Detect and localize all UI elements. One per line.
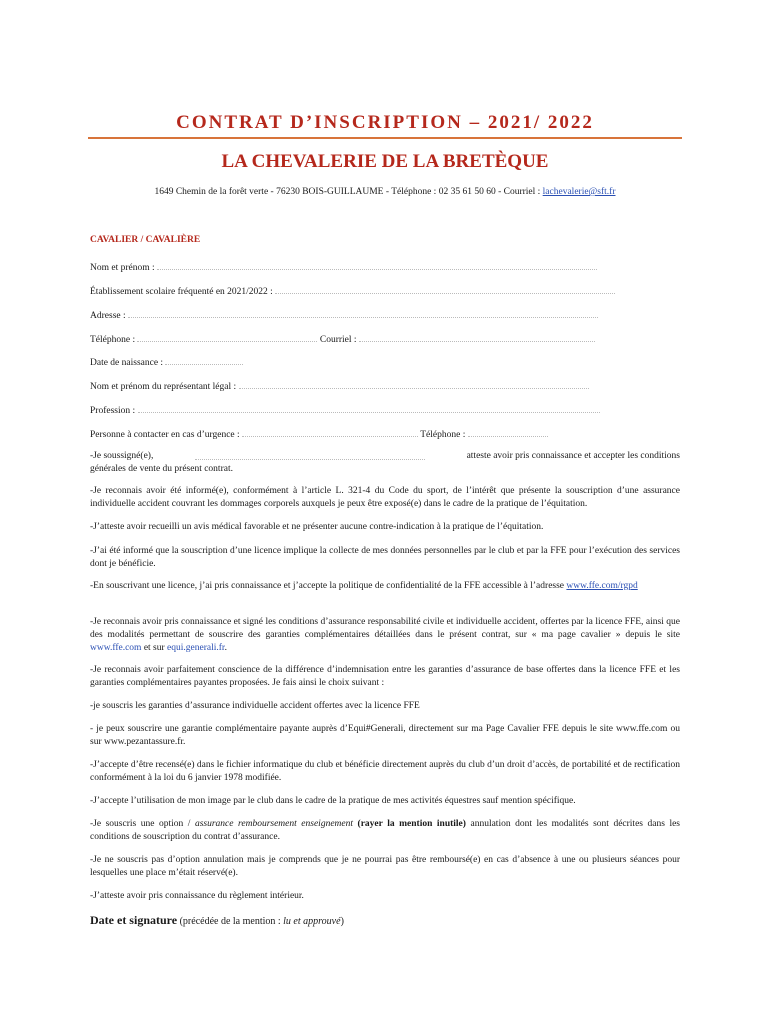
paragraph-garantie-complementaire: - je peux souscrire une garantie complémentaire payante auprès d’Equi#Generali, directement sur ma Page Cavalier FFE depuis le site www.ffe.com ou sur www.pezantassure.fr. [90, 724, 680, 747]
para-text: -Je souscris une option / [90, 819, 195, 829]
fill-line[interactable] [195, 450, 425, 460]
club-address [0, 187, 770, 197]
paragraph-reglement: -J’atteste avoir pris connaissance du règlement intérieur. [90, 891, 304, 901]
address-text: 1649 Chemin de la forêt verte - 76230 BOIS-GUILLAUME - Téléphone : 02 35 61 50 60 - Courriel : [154, 187, 543, 197]
paragraph-garanties-base: -je souscris les garanties d’assurance individuelle accident offertes avec la licence FFE [90, 701, 420, 711]
paragraph-assurance-info: -Je reconnais avoir été informé(e), conformément à l’article L. 321-4 du Code du sport, de l’intérêt que présente la souscription d’une assurance individuelle accident couvrant les dommages corporels auxquels je peux être exposé(e) dans le cadre de la pratique de l’équitation. [90, 486, 680, 509]
fill-line[interactable] [239, 379, 589, 389]
generali-link[interactable]: equi.generali.fr [167, 643, 225, 653]
para-text: -En souscrivant une licence, j’ai pris connaissance et j’accepte la politique de confidentialité de la FFE accessible à l’adresse [90, 581, 567, 591]
field-date-naissance[interactable] [90, 355, 243, 368]
field-label: Date de naissance : [90, 358, 164, 368]
para-text-bold: (rayer la mention inutile) [353, 819, 466, 829]
para-text: atteste avoir pris connaissance et accepter les conditions [466, 451, 680, 461]
fill-line[interactable] [157, 260, 597, 270]
fill-line[interactable] [275, 284, 615, 294]
signature-hint: (précédée de la mention : [177, 916, 284, 927]
field-label: Téléphone : [90, 335, 136, 345]
club-name: LA CHEVALERIE DE LA BRETÈQUE [221, 151, 549, 172]
para-text: générales de vente du présent contrat. [90, 464, 233, 474]
fill-line[interactable] [468, 427, 548, 437]
field-urgence[interactable] [90, 427, 548, 440]
paragraph-avis-medical: -J’atteste avoir recueilli un avis médical favorable et ne présenter aucune contre-indication à la pratique de l’équitation. [90, 522, 544, 532]
signature-label: Date et signature [90, 913, 178, 927]
section-title: CAVALIER / CAVALIÈRE [90, 235, 201, 245]
fill-line[interactable] [359, 332, 595, 342]
signature-hint-italic: lu et approuvé [283, 916, 341, 927]
fill-line[interactable] [137, 332, 317, 342]
fill-line[interactable] [138, 403, 600, 413]
paragraph-donnees: -J’ai été informé que la souscription d’une licence implique la collecte de mes données personnelles par le club et par la FFE pour l’exécution des services dont je bénéficie. [90, 546, 680, 569]
ffe-link[interactable]: www.ffe.com [90, 643, 142, 653]
field-etablissement[interactable] [90, 284, 615, 297]
fill-line[interactable] [242, 427, 418, 437]
field-adresse[interactable] [90, 308, 598, 321]
field-telephone[interactable] [90, 332, 595, 345]
field-label: Personne à contacter en cas d’urgence : [90, 430, 240, 440]
fill-line[interactable] [128, 308, 598, 318]
para-text: et sur [141, 643, 168, 653]
email-link[interactable]: lachevalerie@sft.fr [542, 187, 616, 197]
field-label: Établissement scolaire fréquenté en 2021/2022 : [90, 287, 273, 297]
field-label: Téléphone : [420, 430, 466, 440]
field-profession[interactable] [90, 403, 600, 416]
rgpd-link[interactable]: www.ffe.com/rgpd [566, 581, 638, 591]
field-nom-prenom[interactable] [90, 260, 597, 273]
fill-line[interactable] [165, 355, 243, 365]
field-label: Nom et prénom : [90, 263, 155, 273]
document-title: CONTRAT D’INSCRIPTION – 2021/ 2022 [176, 112, 594, 133]
paragraph-image: -J’accepte l’utilisation de mon image par le club dans le cadre de la pratique de mes activités équestres sauf mention spécifique. [90, 796, 576, 806]
paragraph-option-annulation [90, 818, 680, 844]
field-label: Courriel : [319, 335, 357, 345]
field-label: Profession : [90, 406, 136, 416]
field-label: Nom et prénom du représentant légal : [90, 382, 237, 392]
paragraph-sans-option: -Je ne souscris pas d’option annulation mais je comprends que je ne pourrai pas être remboursé(e) en cas d’absence à une ou plusieurs séances pour lesquelles une place m’était réservé(e). [90, 855, 680, 878]
signature-line[interactable] [90, 913, 344, 928]
para-text: -Je soussigné(e), [90, 451, 154, 461]
para-text: -Je reconnais avoir pris connaissance et signé les conditions d’assurance responsabilité civile et individuelle accident, offertes par la licence FFE, ainsi que des modalités permettant de souscrire des garanties complémentaires détaillées dans le présent contrat, sur « ma page cavalier » depuis le site [90, 617, 680, 640]
para-text-italic: assurance remboursement enseignement [194, 819, 354, 829]
para-text: annulation dont les modalités sont décrites dans les conditions de souscription du contrat d’assurance. [90, 819, 681, 842]
paragraph-indemnisation: -Je reconnais avoir parfaitement conscience de la différence d’indemnisation entre les garanties d’assurance de base offertes dans la licence FFE et les garanties complémentaires payantes proposées. Je fais ainsi le choix suivant : [90, 665, 680, 688]
field-label: Adresse : [90, 311, 126, 321]
paragraph-fichier: -J’accepte d’être recensé(e) dans le fichier informatique du club et bénéficie directement auprès du club d’un droit d’accès, de portabilité et de rectification conformément à la loi du 6 janvier 1978 modifiée. [90, 760, 680, 783]
paragraph-confidentialite [90, 580, 680, 593]
paragraph-conditions-assurance: -Je reconnais avoir pris connaissance et signé les conditions d’assurance responsabilité civile et individuelle accident, offertes par la licence FFE, ainsi que des modalités permettant de souscrire des garanties complémentaires détaillées dans le présent contrat, sur « ma page cavalier » depuis le site www.ffe.com et sur equi.generali.fr. [90, 617, 680, 653]
field-representant[interactable] [90, 379, 589, 392]
signature-hint-end: ) [340, 916, 344, 927]
title-divider [88, 137, 682, 139]
paragraph-soussigne [90, 450, 680, 476]
